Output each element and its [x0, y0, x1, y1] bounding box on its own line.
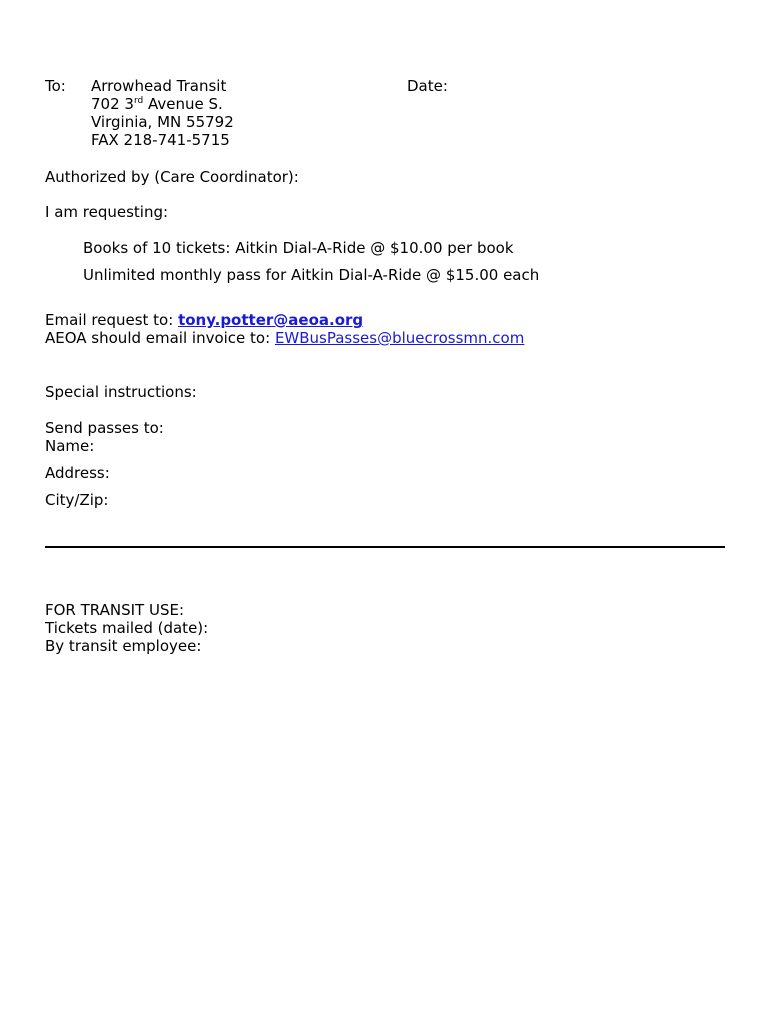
- name-label: Name:: [45, 437, 95, 455]
- transit-use-heading: FOR TRANSIT USE:: [45, 601, 184, 619]
- street-number: 702 3: [91, 95, 134, 113]
- to-label: To:: [45, 77, 66, 95]
- email-invoice-line: [45, 329, 524, 347]
- street-rest: Avenue S.: [143, 95, 223, 113]
- requesting-label: I am requesting:: [45, 203, 169, 221]
- tickets-mailed-label: Tickets mailed (date):: [45, 619, 209, 637]
- email-request-label: Email request to:: [45, 311, 179, 329]
- email-invoice-label: AEOA should email invoice to:: [45, 329, 275, 347]
- send-to-heading: Send passes to:: [45, 419, 164, 437]
- option-ticket-books: Books of 10 tickets: Aitkin Dial-A-Ride @ $10.00 per book: [83, 239, 514, 257]
- recipient-name: Arrowhead Transit: [91, 77, 227, 95]
- option-monthly-pass: Unlimited monthly pass for Aitkin Dial-A-Ride @ $15.00 each: [83, 266, 540, 284]
- address-label: Address:: [45, 464, 110, 482]
- street-ordinal: rd: [133, 96, 144, 106]
- email-request-line: [45, 311, 363, 329]
- authorized-label: Authorized by (Care Coordinator):: [45, 168, 299, 186]
- email-request-link[interactable]: tony.potter@aeoa.org: [178, 311, 364, 329]
- section-divider: [45, 546, 725, 548]
- special-instructions-label: Special instructions:: [45, 383, 197, 401]
- city-zip-label: City/Zip:: [45, 491, 109, 509]
- email-invoice-link[interactable]: EWBusPasses@bluecrossmn.com: [274, 329, 525, 347]
- transit-employee-label: By transit employee:: [45, 637, 202, 655]
- recipient-fax: FAX 218-741-5715: [91, 131, 230, 149]
- recipient-city: Virginia, MN 55792: [91, 113, 234, 131]
- date-label: Date:: [407, 77, 448, 95]
- recipient-street: [91, 95, 223, 113]
